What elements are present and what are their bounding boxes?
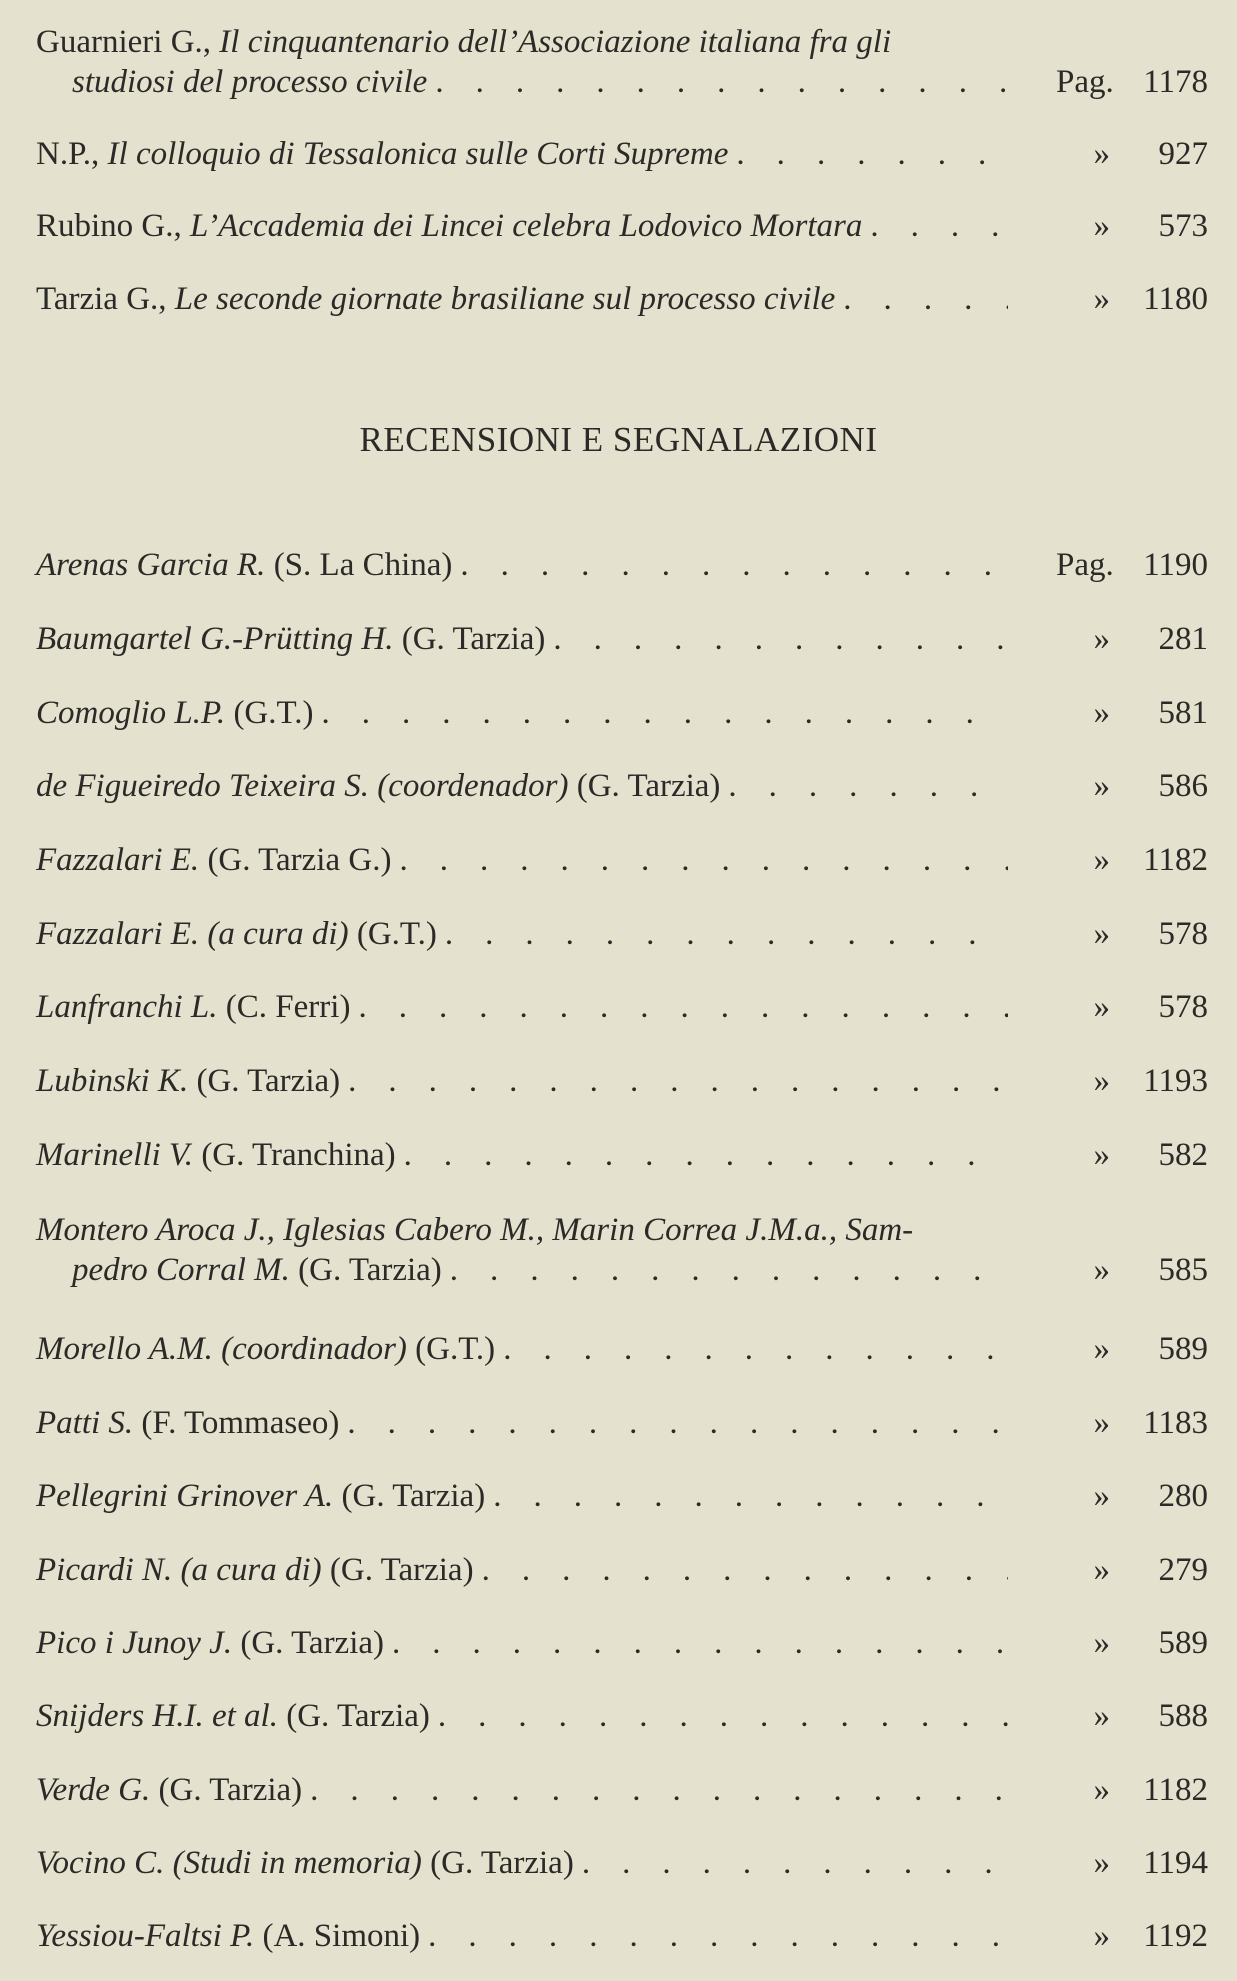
page-number: 581 bbox=[1158, 695, 1208, 731]
page-number: 1192 bbox=[1143, 1918, 1208, 1954]
entry-line bbox=[36, 1403, 1208, 1443]
entry-reviewer: (A. Simoni) bbox=[254, 1918, 421, 1954]
page-number: 280 bbox=[1158, 1478, 1208, 1514]
entry-text bbox=[36, 279, 835, 319]
entry-reviewer: (G.T.) bbox=[225, 695, 314, 731]
entry-reviewer: (G. Tarzia) bbox=[333, 1478, 486, 1514]
entry-title: Il colloquio di Tessalonica sulle Corti Supreme bbox=[107, 136, 729, 172]
entry-line bbox=[36, 62, 1208, 102]
entry-reviewer: (C. Ferri) bbox=[217, 989, 351, 1025]
entry-text bbox=[36, 1403, 339, 1443]
review-entry bbox=[36, 1061, 1208, 1101]
page-number: 1193 bbox=[1143, 1063, 1208, 1099]
page-ref bbox=[1008, 1250, 1208, 1290]
review-entry bbox=[36, 987, 1208, 1027]
page-number: 281 bbox=[1158, 621, 1208, 657]
entry-text bbox=[36, 1843, 574, 1883]
entry-line bbox=[36, 1061, 1208, 1101]
review-entry bbox=[36, 1843, 1208, 1883]
entry-reviewer: (G. Tarzia) bbox=[321, 1552, 474, 1588]
entry-line bbox=[36, 206, 1208, 246]
review-entry bbox=[36, 1550, 1208, 1590]
entry-author: Snijders H.I. et al. bbox=[36, 1698, 278, 1734]
page-marker: » bbox=[1093, 136, 1110, 172]
page-number: 1180 bbox=[1143, 281, 1208, 317]
entry-author: Fazzalari E. (a cura di) bbox=[36, 916, 349, 952]
entry-title: L’Accademia dei Lincei celebra Lodovico Mortara bbox=[190, 208, 863, 244]
page-ref bbox=[1008, 1550, 1208, 1590]
entry-line bbox=[36, 1135, 1208, 1175]
entry-author: Arenas Garcia R. bbox=[36, 547, 266, 583]
page-number: 1182 bbox=[1143, 842, 1208, 878]
page-ref bbox=[1008, 766, 1208, 806]
dot-leader bbox=[399, 840, 1008, 880]
dot-leader bbox=[428, 1916, 1008, 1956]
page-number: 1182 bbox=[1143, 1772, 1208, 1808]
page-marker: » bbox=[1093, 1552, 1110, 1588]
page-number: 589 bbox=[1158, 1331, 1208, 1367]
page-marker: » bbox=[1093, 695, 1110, 731]
page-marker: » bbox=[1093, 1845, 1110, 1881]
page-marker: » bbox=[1093, 768, 1110, 804]
page-number: 573 bbox=[1158, 208, 1208, 244]
entry-text bbox=[36, 1916, 420, 1956]
page-marker: » bbox=[1093, 1478, 1110, 1514]
entry-title: Le seconde giornate brasiliane sul processo civile bbox=[174, 281, 836, 317]
dot-leader bbox=[736, 134, 1008, 174]
page-ref bbox=[1008, 987, 1208, 1027]
page-number: 927 bbox=[1158, 136, 1208, 172]
entry-line bbox=[36, 914, 1208, 954]
page-marker: Pag. bbox=[1056, 64, 1114, 100]
dot-leader bbox=[445, 914, 1008, 954]
entry-author: pedro Corral M. bbox=[72, 1252, 290, 1288]
review-entry bbox=[36, 1476, 1208, 1516]
entry-text bbox=[36, 22, 891, 62]
entry-line bbox=[36, 987, 1208, 1027]
page-number: 1194 bbox=[1143, 1845, 1208, 1881]
entry-text bbox=[36, 1550, 474, 1590]
page-ref bbox=[1008, 914, 1208, 954]
page-marker: » bbox=[1093, 842, 1110, 878]
entry-text bbox=[36, 1770, 302, 1810]
entry-line bbox=[36, 1210, 1046, 1250]
page-number: 589 bbox=[1158, 1625, 1208, 1661]
entry-author: Tarzia G., bbox=[36, 281, 175, 317]
dot-leader bbox=[582, 1843, 1008, 1883]
page-marker: » bbox=[1093, 1772, 1110, 1808]
page-ref bbox=[1008, 1770, 1208, 1810]
page-ref bbox=[1008, 206, 1208, 246]
entry-reviewer: (G.T.) bbox=[406, 1331, 496, 1367]
entry-line bbox=[36, 1250, 1208, 1290]
review-entry bbox=[36, 693, 1208, 733]
page-number: 1183 bbox=[1143, 1405, 1208, 1441]
entry-text bbox=[36, 1210, 913, 1250]
page-number: 1178 bbox=[1143, 64, 1208, 100]
page-ref bbox=[1008, 1476, 1208, 1516]
entry-text bbox=[36, 914, 437, 954]
entry-line bbox=[36, 840, 1208, 880]
page-ref bbox=[1008, 693, 1208, 733]
page-marker: » bbox=[1093, 1625, 1110, 1661]
entry-author: Rubino G., bbox=[36, 208, 191, 244]
review-entry bbox=[36, 766, 1208, 806]
page-ref bbox=[1008, 1403, 1208, 1443]
page-marker: » bbox=[1093, 989, 1110, 1025]
entry-text bbox=[36, 1623, 384, 1663]
page-number: 578 bbox=[1158, 916, 1208, 952]
dot-leader bbox=[358, 987, 1008, 1027]
top-entry bbox=[36, 206, 1208, 246]
dot-leader bbox=[435, 62, 1008, 102]
entry-line bbox=[36, 1476, 1208, 1516]
entry-text bbox=[36, 1696, 430, 1736]
top-entry bbox=[36, 134, 1208, 174]
page-ref bbox=[1008, 1916, 1208, 1956]
entry-text bbox=[36, 840, 391, 880]
review-entry bbox=[36, 1916, 1208, 1956]
page-number: 585 bbox=[1158, 1252, 1208, 1288]
review-entry bbox=[36, 840, 1208, 880]
entry-author: Pellegrini Grinover A. bbox=[36, 1478, 334, 1514]
entry-author: Morello A.M. (coordinador) bbox=[36, 1331, 407, 1367]
page-marker: » bbox=[1093, 916, 1110, 952]
dot-leader bbox=[310, 1770, 1008, 1810]
page-ref bbox=[1008, 1623, 1208, 1663]
entry-author: Pico i Junoy J. bbox=[36, 1625, 233, 1661]
page-ref bbox=[1008, 1135, 1208, 1175]
entry-author: Montero Aroca J., Iglesias Cabero M., Marin Correa J.M.a., Sam- bbox=[36, 1212, 914, 1248]
page-marker: » bbox=[1093, 1918, 1110, 1954]
dot-leader bbox=[503, 1329, 1008, 1369]
page-number: 279 bbox=[1158, 1552, 1208, 1588]
entry-author: Baumgartel G.-Prütting H. bbox=[36, 621, 394, 657]
entry-author: Lanfranchi L. bbox=[36, 989, 218, 1025]
page-marker: » bbox=[1093, 1405, 1110, 1441]
page-number: 582 bbox=[1158, 1137, 1208, 1173]
entry-line bbox=[36, 619, 1208, 659]
review-entry bbox=[36, 619, 1208, 659]
entry-line bbox=[36, 279, 1208, 319]
page-ref bbox=[1008, 279, 1208, 319]
entry-line bbox=[36, 766, 1208, 806]
dot-leader bbox=[347, 1403, 1008, 1443]
page-marker: » bbox=[1093, 1063, 1110, 1099]
entry-line bbox=[36, 1550, 1208, 1590]
page-ref bbox=[1008, 1843, 1208, 1883]
entry-text bbox=[36, 545, 452, 585]
entry-author: Patti S. bbox=[36, 1405, 134, 1441]
page-number: 586 bbox=[1158, 768, 1208, 804]
page-ref bbox=[1008, 134, 1208, 174]
dot-leader bbox=[460, 545, 1008, 585]
entry-line bbox=[36, 1843, 1208, 1883]
entry-reviewer: (G. Tarzia) bbox=[289, 1252, 442, 1288]
entry-author: N.P., bbox=[36, 136, 108, 172]
entry-text bbox=[72, 1250, 442, 1290]
dot-leader bbox=[553, 619, 1008, 659]
entry-reviewer: (G. Tarzia) bbox=[188, 1063, 341, 1099]
entry-reviewer: (G. Tarzia G.) bbox=[199, 842, 392, 878]
entry-text bbox=[36, 206, 862, 246]
entry-text bbox=[36, 1476, 485, 1516]
entry-text bbox=[36, 987, 350, 1027]
entry-author: Comoglio L.P. bbox=[36, 695, 226, 731]
review-entry bbox=[36, 545, 1208, 585]
page-marker: Pag. bbox=[1056, 547, 1114, 583]
entry-text bbox=[36, 1135, 396, 1175]
page-marker: » bbox=[1093, 621, 1110, 657]
page-ref bbox=[1008, 1061, 1208, 1101]
section-title: RECENSIONI E SEGNALAZIONI bbox=[359, 420, 878, 459]
dot-leader bbox=[321, 693, 1008, 733]
entry-line bbox=[36, 1696, 1208, 1736]
dot-leader bbox=[438, 1696, 1008, 1736]
page-number: 578 bbox=[1158, 989, 1208, 1025]
entry-line bbox=[36, 1623, 1208, 1663]
entry-reviewer: (S. La China) bbox=[265, 547, 453, 583]
page-number: 588 bbox=[1158, 1698, 1208, 1734]
page-ref bbox=[1008, 1329, 1208, 1369]
review-entry bbox=[36, 1329, 1208, 1369]
entry-author: de Figueiredo Teixeira S. (coordenador) bbox=[36, 768, 569, 804]
entry-line bbox=[36, 545, 1208, 585]
entry-author: Lubinski K. bbox=[36, 1063, 189, 1099]
page-marker: » bbox=[1093, 1698, 1110, 1734]
entry-text bbox=[36, 1329, 495, 1369]
entry-reviewer: (G.T.) bbox=[348, 916, 437, 952]
entry-reviewer: (G. Tarzia) bbox=[150, 1772, 303, 1808]
review-entry bbox=[36, 1210, 1208, 1290]
entry-line bbox=[36, 134, 1208, 174]
dot-leader bbox=[404, 1135, 1008, 1175]
entry-reviewer: (G. Tarzia) bbox=[421, 1845, 574, 1881]
page-marker: » bbox=[1093, 1137, 1110, 1173]
page-ref bbox=[1008, 545, 1208, 585]
entry-text bbox=[36, 134, 728, 174]
entry-reviewer: (G. Tarzia) bbox=[568, 768, 721, 804]
entry-line bbox=[36, 693, 1208, 733]
review-entry bbox=[36, 1770, 1208, 1810]
entry-author: Yessiou-Faltsi P. bbox=[36, 1918, 255, 1954]
entry-line bbox=[36, 1329, 1208, 1369]
entry-line bbox=[36, 22, 1046, 62]
top-entry bbox=[36, 22, 1208, 102]
entry-reviewer: (F. Tommaseo) bbox=[133, 1405, 340, 1441]
entry-reviewer: (G. Tarzia) bbox=[277, 1698, 430, 1734]
entry-line bbox=[36, 1770, 1208, 1810]
review-entry bbox=[36, 1623, 1208, 1663]
entry-text bbox=[72, 62, 427, 102]
entry-reviewer: (G. Tarzia) bbox=[232, 1625, 385, 1661]
page-marker: » bbox=[1093, 1252, 1110, 1288]
entry-text bbox=[36, 619, 545, 659]
entry-author: Fazzalari E. bbox=[36, 842, 200, 878]
dot-leader bbox=[493, 1476, 1008, 1516]
review-entry bbox=[36, 1696, 1208, 1736]
entry-text bbox=[36, 1061, 340, 1101]
review-entry bbox=[36, 1135, 1208, 1175]
entry-title: studiosi del processo civile bbox=[72, 64, 428, 100]
page-ref bbox=[1008, 1696, 1208, 1736]
dot-leader bbox=[843, 279, 1008, 319]
entry-text bbox=[36, 693, 313, 733]
page-ref bbox=[1008, 840, 1208, 880]
top-entry bbox=[36, 279, 1208, 319]
page-ref bbox=[1008, 619, 1208, 659]
page-ref bbox=[1008, 62, 1208, 102]
entry-reviewer: (G. Tranchina) bbox=[193, 1137, 396, 1173]
dot-leader bbox=[450, 1250, 1008, 1290]
page-number: 1190 bbox=[1143, 547, 1208, 583]
entry-author: Guarnieri G., bbox=[36, 24, 220, 60]
entry-text bbox=[36, 766, 720, 806]
entry-author: Picardi N. (a cura di) bbox=[36, 1552, 322, 1588]
review-entry bbox=[36, 914, 1208, 954]
dot-leader bbox=[728, 766, 1008, 806]
entry-title: Il cinquantenario dell’Associazione italiana fra gli bbox=[219, 24, 892, 60]
entry-author: Marinelli V. bbox=[36, 1137, 194, 1173]
page-marker: » bbox=[1093, 1331, 1110, 1367]
dot-leader bbox=[392, 1623, 1008, 1663]
dot-leader bbox=[482, 1550, 1008, 1590]
dot-leader bbox=[870, 206, 1008, 246]
entry-author: Vocino C. (Studi in memoria) bbox=[36, 1845, 422, 1881]
entry-author: Verde G. bbox=[36, 1772, 151, 1808]
dot-leader bbox=[348, 1061, 1008, 1101]
review-entry bbox=[36, 1403, 1208, 1443]
entry-line bbox=[36, 1916, 1208, 1956]
page-marker: » bbox=[1093, 281, 1110, 317]
page-marker: » bbox=[1093, 208, 1110, 244]
entry-reviewer: (G. Tarzia) bbox=[393, 621, 546, 657]
